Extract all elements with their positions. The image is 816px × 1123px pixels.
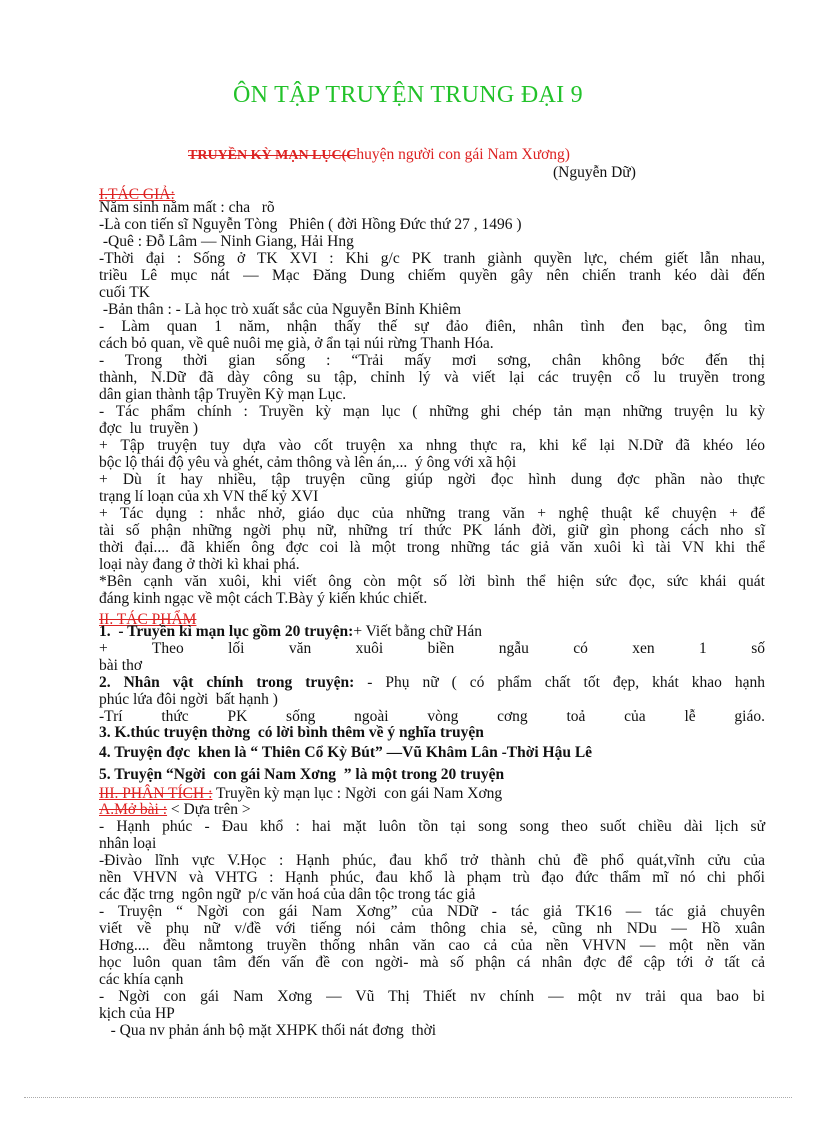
text-line: -Thời đại : Sống ở TK XVI : Khi g/c PK tranh giành quyền lực, chém giết lẫn nhau, [99, 250, 765, 267]
line-text: Truyền kỳ mạn lục : Ngời con gái Nam Xơng [212, 785, 503, 802]
text-line: thành, N.Dữ đã dày công su tập, chỉnh lý và viết lại các truyện cổ lu truyền trong [99, 369, 765, 386]
author-name: (Nguyễn Dữ) [553, 164, 636, 181]
text-line: bộc lộ thái độ yêu và ghét, cảm thông và lên án,... ý ông với xã hội [99, 454, 517, 471]
bold-label: 2. Nhân vật chính trong truyện: [99, 674, 355, 691]
subtitle-rest: huyện người con gái Nam Xương) [356, 146, 570, 163]
text-line: nhân loại [99, 835, 157, 852]
line-text: + Viết bằng chữ Hán [353, 623, 483, 640]
text-line: + Tập truyện tuy dựa vào cốt truyện xa nhng thực ra, khi kể lại N.Dữ đã khéo léo [99, 437, 765, 454]
text-line: nền VHVN và VHTG : Hạnh phúc, đau khổ là phạm trù đạo đức thẩm mĩ nó chi phối [99, 869, 765, 886]
text-line: -Bản thân : - Là học trò xuất sắc của Nguyễn Bỉnh Khiêm [99, 301, 461, 318]
text-line: kịch của HP [99, 1005, 175, 1022]
text-line: bài thơ [99, 657, 143, 674]
bold-label: 1. - Truyền kì mạn lục gồm 20 truyện: [99, 623, 354, 640]
text-line: học luôn quan tâm đến vấn đề con ngời- mà số phận cá nhân đợc để cập tới ở tất cả [99, 954, 765, 971]
text-line [99, 785, 765, 802]
text-line: - Truyện “ Ngời con gái Nam Xơng” của NDữ - tác giả TK16 — tác giả chuyên [99, 903, 765, 920]
text-line: các đặc trng ngôn ngữ p/c văn hoá của dân tộc trong tác giả [99, 886, 476, 903]
text-line: trạng lí loạn của xh VN thế kỷ XVI [99, 488, 319, 505]
text-line: Năm sinh năm mất : cha rõ [99, 199, 275, 216]
text-line: *Bên cạnh văn xuôi, khi viết ông còn một số lời bình thể hiện sức đọc, sức khái quát [99, 573, 765, 590]
text-line: viết về phụ nữ v/đề với tiếng nói cảm thông chia sẻ, cũng nh NDu — Hồ xuân [99, 920, 765, 937]
text-line: cuối TK [99, 284, 150, 301]
text-line: triều Lê mục nát — Mạc Đăng Dung chiếm quyền gây nên chiến tranh kéo dài đến [99, 267, 765, 284]
text-line: -Trí thức PK sống ngoài vòng cơng toả của lễ giáo. [99, 708, 765, 725]
text-line: cách bỏ quan, về quê nuôi mẹ già, ở ẩn tại núi rừng Thanh Hóa. [99, 335, 494, 352]
text-line: I.TÁC GIẢ: [99, 186, 175, 203]
text-line: - Tác phẩm chính : Truyền kỳ mạn lục ( những ghi chép tản mạn những truyện lu kỳ [99, 403, 765, 420]
text-line: tài số phận những ngời phụ nữ, những trí thức PK lánh đời, giữ gìn phong cách nho sĩ [99, 522, 765, 539]
text-line: 4. Truyện đợc khen là “ Thiên Cổ Kỳ Bút” —Vũ Khâm Lân -Thời Hậu Lê [99, 744, 593, 761]
text-line: -Quê : Đỗ Lâm — Ninh Giang, Hải Hng [99, 233, 354, 250]
text-line: loại này đang ở thời kì khai phá. [99, 556, 300, 573]
page-footer-rule [24, 1097, 792, 1098]
text-line [99, 623, 765, 640]
text-line: dân gian thành tập Truyền Kỳ mạn Lục. [99, 386, 347, 403]
text-line: đáng kinh ngạc về một cách T.Bày ý kiến khúc chiết. [99, 590, 428, 607]
text-line: + Theo lối văn xuôi biền ngẫu có xen 1 số [99, 640, 765, 657]
text-line: -Là con tiến sĩ Nguyễn Tòng Phiên ( đời Hồng Đức thứ 27 , 1496 ) [99, 216, 522, 233]
page-title: ÔN TẬP TRUYỆN TRUNG ĐẠI 9 [233, 82, 583, 108]
text-line: thời đại.... đã khiến ông đợc coi là một trong những tác giả văn xuôi kì tài VN khi thể [99, 539, 765, 556]
text-line: các khía cạnh [99, 971, 184, 988]
line-text: - Phụ nữ ( có phẩm chất tốt đẹp, khát khao hạnh [354, 674, 765, 691]
text-line: - Trong thời gian sống : “Trải mấy mơi sơng, chân không bớc đến thị [99, 352, 765, 369]
text-line: - Hạnh phúc - Đau khổ : hai mặt luôn tồn tại song song theo suốt chiều dài lịch sử [99, 818, 765, 835]
line-text: < Dựa trên > [167, 801, 251, 818]
text-line: Hơng.... đều nằmtong truyền thống nhân văn cao cả của nền VHVN — một nền văn [99, 937, 765, 954]
text-line: - Ngời con gái Nam Xơng — Vũ Thị Thiết nv chính — một nv trải qua bao bi [99, 988, 765, 1005]
subtitle-struck: TRUYỀN KỲ MẠN LỤC(C [188, 148, 357, 163]
subtitle [188, 146, 570, 164]
text-line [99, 674, 765, 691]
text-line: + Dù ít hay nhiều, tập truyện cũng giúp ngời đọc hình dung đợc phần nào thực [99, 471, 765, 488]
section-heading: III. PHÂN TÍCH : [99, 785, 213, 802]
text-line: 3. K.thúc truyện thờng có lời bình thêm về ý nghĩa truyện [99, 724, 484, 741]
text-line: + Tác dụng : nhắc nhở, giáo dục của những trang văn + nghệ thuật kể chuyện + để [99, 505, 765, 522]
text-line: - Qua nv phản ánh bộ mặt XHPK thối nát đơng thời [99, 1022, 437, 1039]
text-line: đợc lu truyền ) [99, 420, 199, 437]
text-line: -Đivào lĩnh vực V.Học : Hạnh phúc, đau khổ trở thành chủ đề phổ quát,vĩnh cửu của [99, 852, 765, 869]
text-line: II. TÁC PHẨM [99, 611, 197, 628]
text-line: 5. Truyện “Ngời con gái Nam Xơng ” là một trong 20 truyện [99, 766, 505, 783]
section-heading: A.Mở bài : [99, 801, 168, 818]
text-line: phúc lứa đôi ngời bất hạnh ) [99, 691, 278, 708]
text-line [99, 801, 765, 818]
text-line: - Làm quan 1 năm, nhận thấy thế sự đảo điên, nhân tình đen bạc, ông tìm [99, 318, 765, 335]
